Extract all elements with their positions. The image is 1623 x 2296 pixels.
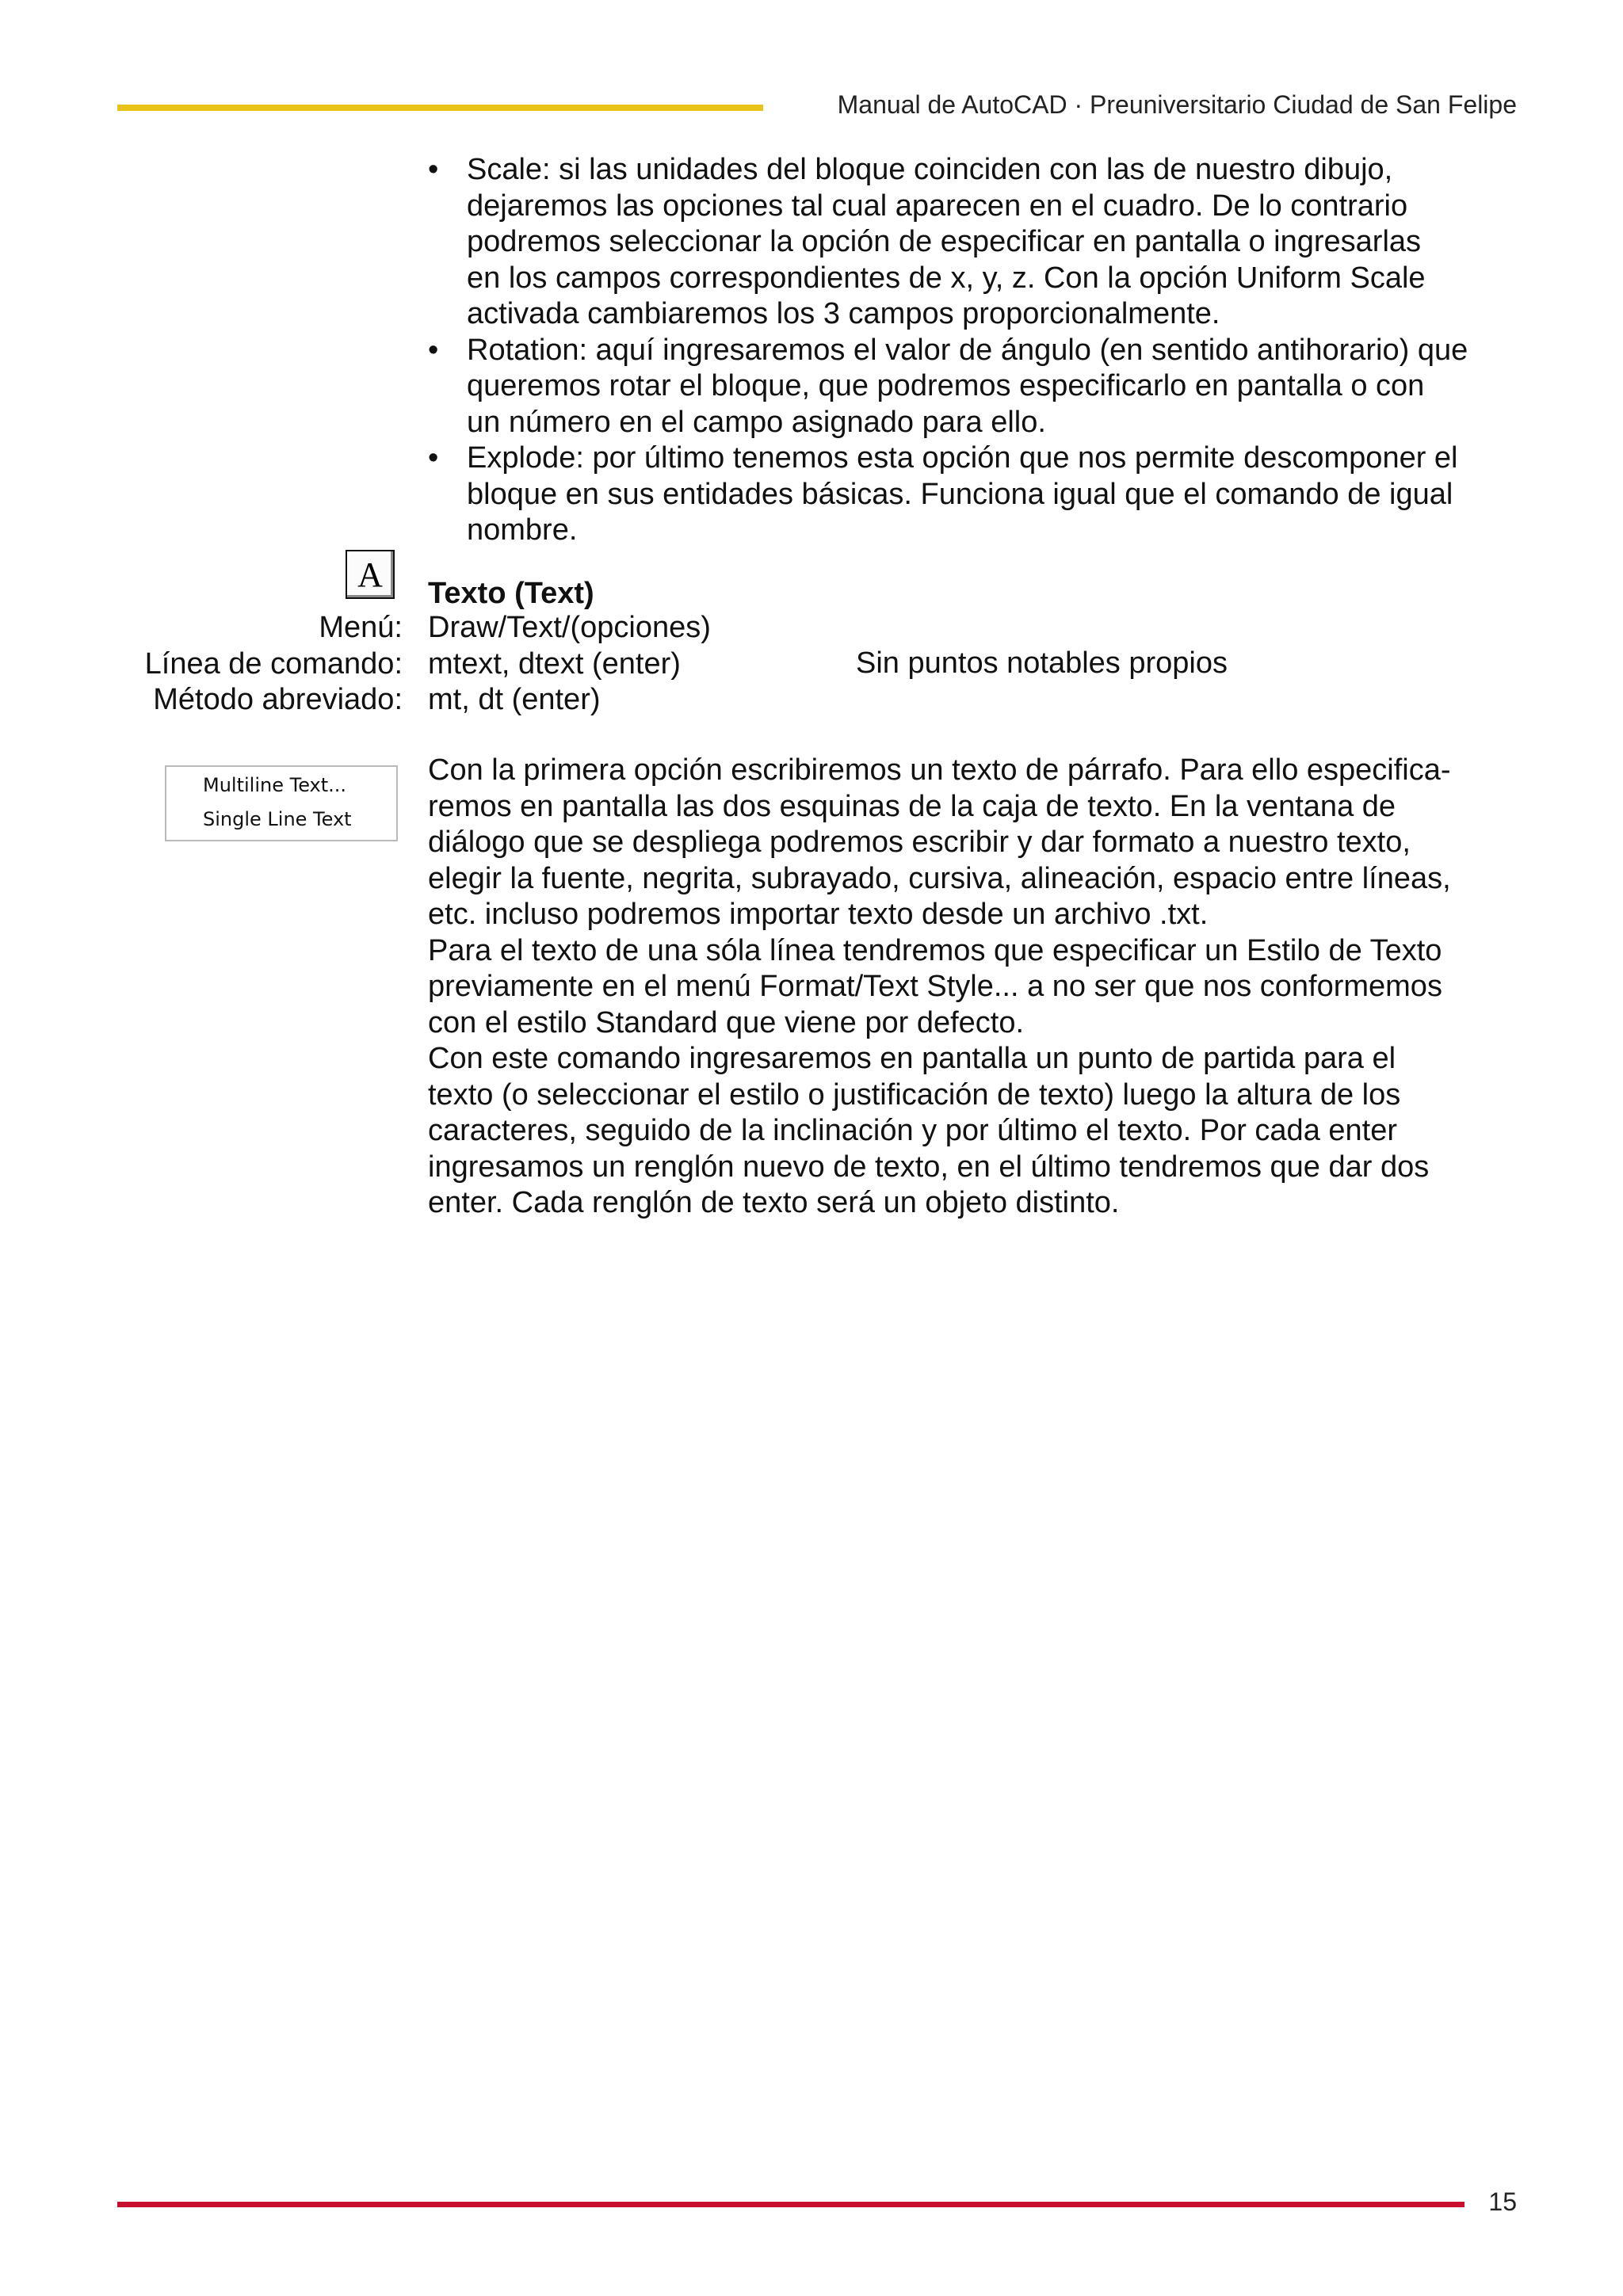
paragraph-line: texto (o seleccionar el estilo o justificación de texto) luego la altura de los (428, 1077, 1401, 1112)
text-menu-screenshot (165, 765, 398, 841)
options-bullet-list (428, 152, 1522, 549)
paragraph-line: elegir la fuente, negrita, subrayado, cursiva, alineación, espacio entre líneas, (428, 861, 1451, 895)
bullet-rotation (428, 333, 1522, 441)
bullet-line: podremos seleccionar la opción de especificar en pantalla o ingresarlas (467, 225, 1422, 258)
paragraph-multiline (428, 753, 1537, 933)
paragraph-command (428, 1041, 1537, 1222)
bullet-icon: • (428, 441, 439, 475)
paragraph-single-line (428, 933, 1537, 1042)
bullet-line: Rotation: aquí ingresaremos el valor de ángulo (en sentido antihorario) que (467, 333, 1468, 367)
bullet-line: bloque en sus entidades básicas. Funciona igual que el comando de igual (467, 477, 1453, 511)
paragraph-line: Con la primera opción escribiremos un texto de párrafo. Para ello especifica- (428, 753, 1451, 787)
paragraph-line: enter. Cada renglón de texto será un objeto distinto. (428, 1186, 1120, 1219)
bullet-line: Scale: si las unidades del bloque coinciden con las de nuestro dibujo, (467, 153, 1393, 186)
paragraph-line: con el estilo Standard que viene por defecto. (428, 1005, 1025, 1039)
command-info-values (428, 610, 711, 719)
bullet-explode (428, 441, 1522, 549)
text-tool-icon-letter: A (357, 555, 383, 594)
menu-item-single-line-text: Single Line Text (203, 808, 352, 830)
bullet-line: queremos rotar el bloque, que podremos especificarlo en pantalla o con (467, 369, 1425, 402)
bullet-icon: • (428, 153, 439, 186)
paragraph-line: remos en pantalla las dos esquinas de la caja de texto. En la ventana de (428, 789, 1396, 823)
body-paragraphs (428, 753, 1537, 1222)
bullet-line: un número en el campo asignado para ello. (467, 405, 1046, 439)
shortcut-label: Método abreviado: (153, 683, 403, 716)
text-tool-icon (346, 550, 395, 599)
command-line-label: Línea de comando: (144, 646, 403, 681)
menu-label: Menú: (319, 611, 403, 644)
command-line-value: mtext, dtext (enter) (428, 646, 681, 681)
page-number: 15 (1488, 2187, 1517, 2216)
bullet-icon: • (428, 333, 439, 367)
menu-item-multiline-text: Multiline Text... (203, 774, 347, 796)
paragraph-line: previamente en el menú Format/Text Style... a no ser que nos conformemos (428, 970, 1442, 1003)
paragraph-line: etc. incluso podremos importar texto desde un archivo .txt. (428, 898, 1209, 931)
command-info-labels (145, 610, 403, 719)
header-rule (117, 105, 763, 111)
footer-rule (117, 2202, 1465, 2207)
bullet-line: Explode: por último tenemos esta opción que nos permite descomponer el (467, 441, 1458, 475)
paragraph-line: caracteres, seguido de la inclinación y por último el texto. Por cada enter (428, 1114, 1397, 1147)
header-title: Manual de AutoCAD · Preuniversitario Ciudad de San Felipe (837, 90, 1517, 119)
snap-points-note: Sin puntos notables propios (856, 646, 1228, 680)
paragraph-line: Para el texto de una sóla línea tendremos que especificar un Estilo de Texto (428, 933, 1442, 967)
paragraph-line: Con este comando ingresaremos en pantalla un punto de partida para el (428, 1042, 1396, 1075)
menu-value: Draw/Text/(opciones) (428, 611, 711, 644)
paragraph-line: ingresamos un renglón nuevo de texto, en el último tendremos que dar dos (428, 1150, 1430, 1184)
paragraph-line: diálogo que se despliega podremos escribir y dar formato a nuestro texto, (428, 826, 1411, 859)
shortcut-value: mt, dt (enter) (428, 683, 601, 716)
bullet-line: dejaremos las opciones tal cual aparecen en el cuadro. De lo contrario (467, 189, 1408, 223)
bullet-scale (428, 152, 1522, 333)
bullet-line: activada cambiaremos los 3 campos proporcionalmente. (467, 297, 1220, 330)
section-title: Texto (Text) (428, 577, 594, 610)
bullet-line: en los campos correspondientes de x, y, z. Con la opción Uniform Scale (467, 261, 1426, 295)
bullet-line: nombre. (467, 513, 578, 547)
